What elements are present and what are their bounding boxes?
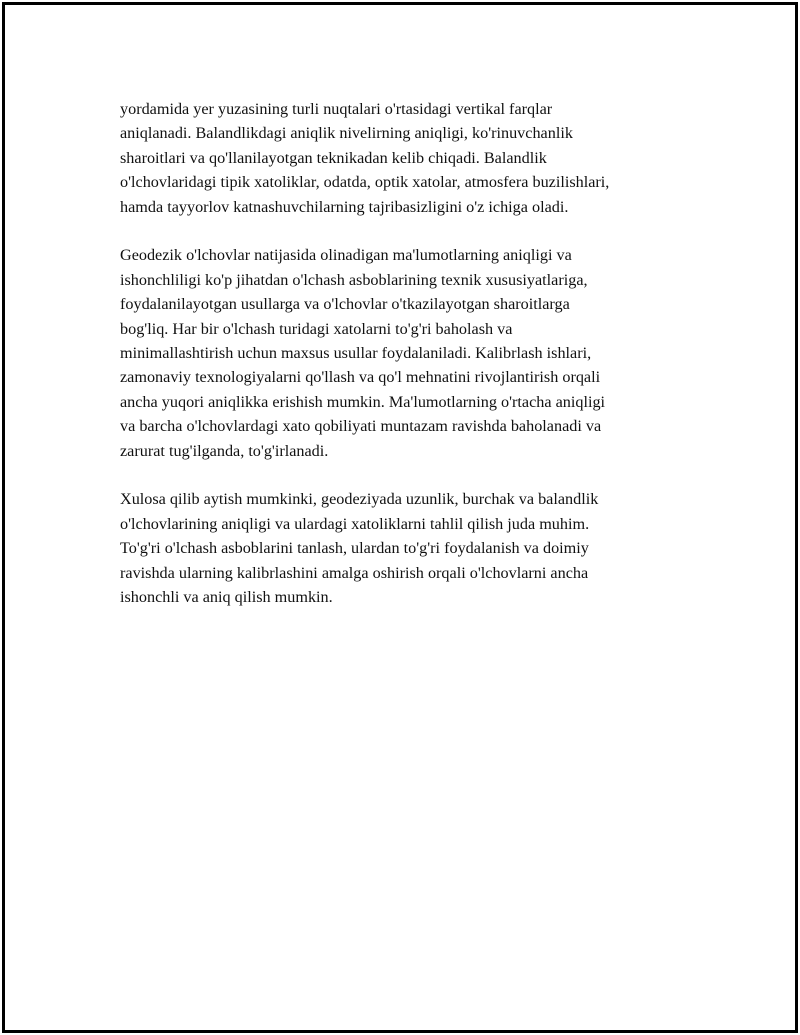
- document-page: [2, 2, 798, 1033]
- page-body: [120, 97, 685, 634]
- paragraph: yordamida yer yuzasining turli nuqtalari o'rtasidagi vertikal farqlar aniqlanadi. Balandlikdagi aniqlik nivelirning aniqligi, ko'rinuvchanlik sharoitlari va qo'llanilayotgan teknikadan kelib chiqadi. Balandlik o'lchovlaridagi tipik xatoliklar, odatda, optik xatolar, atmosfera buzilishlari, hamda tayyorlov katnashuvchilarning tajribasizligini o'z ichiga oladi.: [120, 100, 610, 216]
- paragraph: Geodezik o'lchovlar natijasida olinadigan ma'lumotlarning aniqligi va ishonchliligi ko'p jihatdan o'lchash asboblarining texnik xususiyatlariga, foydalanilayotgan usullarga va o'lchovlar o'tkazilayotgan sharoitlarga bog'liq. Har bir o'lchash turidagi xatolarni to'g'ri baholash va minimallashtirish uchun maxsus usullar foydalaniladi. Kalibrlash ishlari, zamonaviy texnologiyalarni qo'llash va qo'l mehnatini rivojlantirish orqali ancha yuqori aniqlikka erishish mumkin. Ma'lumotlarning o'rtacha aniqligi va barcha o'lchovlardagi xato qobiliyati muntazam ravishda baholanadi va zarurat tug'ilganda, to'g'irlanadi.: [120, 246, 606, 460]
- paragraph: Xulosa qilib aytish mumkinki, geodeziyada uzunlik, burchak va balandlik o'lchovlarining aniqligi va ulardagi xatoliklarni tahlil qilish juda muhim. To'g'ri o'lchash asboblarini tanlash, ulardan to'g'ri foydalanish va doimiy ravishda ularning kalibrlashini amalga oshirish orqali o'lchovlarni ancha ishonchli va aniq qilish mumkin.: [120, 490, 599, 607]
